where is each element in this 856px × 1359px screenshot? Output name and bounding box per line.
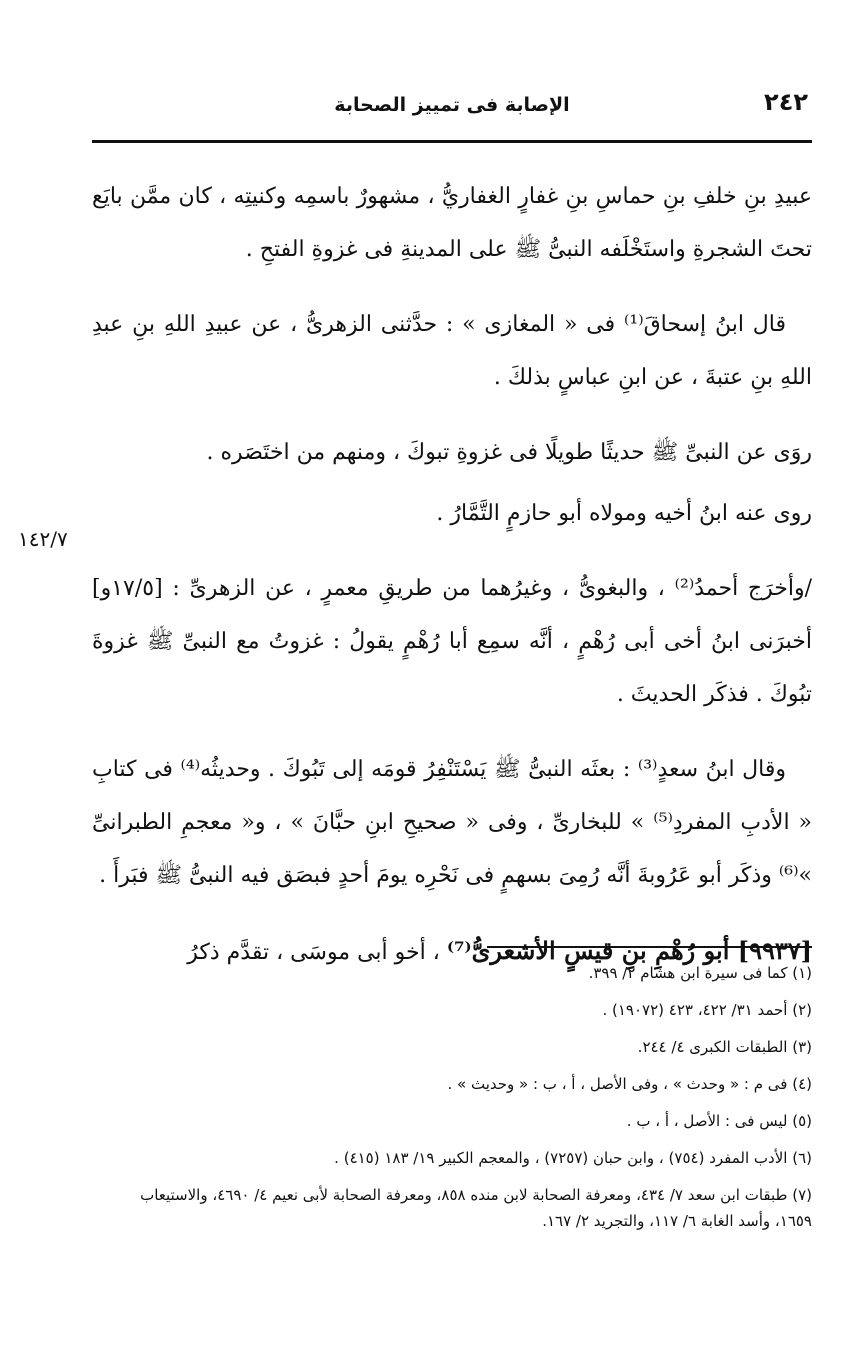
footnote: (٥) ليس فى : الأصل ، أ ، ب .: [626, 1112, 812, 1130]
footnote: (٦) الأدب المفرد (٧٥٤) ، وابن حبان (٧٢٥٧) ، والمعجم الكبير ١٩/ ١٨٣ (٤١٥) .: [334, 1149, 812, 1167]
paragraph: قال ابنُ إسحاقَ⁽¹⁾ فى « المغازى » : حدَّثنى الزهرىُّ ، عن عبيدِ اللهِ بنِ عبدِ اللهِ بنِ عتبةَ ، عن ابنِ عباسٍ بذلكَ .: [92, 312, 812, 390]
header-rule: [92, 140, 812, 143]
paragraph: روَى عن النبىِّ ﷺ حديثًا طويلًا فى غزوةِ تبوكَ ، ومنهم من اختَصَره .: [206, 440, 812, 465]
margin-reference: ١٤٢/٧: [18, 527, 68, 551]
footnote: (١) كما فى سيرة ابن هشام ٢/ ٣٩٩.: [588, 964, 812, 982]
paragraph: عبيدِ بنِ خلفِ بنِ حماسِ بنِ غفارٍ الغفاريُّ ، مشهورٌ باسمِه وكنيتِه ، كان ممَّن بايَع تحتَ الشجرةِ واستَخْلَفه النبىُّ ﷺ على المدينةِ فى غزوةِ الفتحِ .: [92, 184, 812, 262]
footnotes: [100, 960, 812, 1245]
paragraph: /وأخرَج أحمدُ⁽²⁾ ، والبغوىُّ ، وغيرُهما من طريقِ معمرٍ ، عن الزهرىِّ : [١٧/٥و] أخبرَنى ابنُ أخى أبى رُهْمٍ ، أنَّه سمِع أبا رُهْمٍ يقولُ : غزوتُ مع النبىِّ ﷺ غزوةَ تبُوكَ . فذكَر الحديثَ .: [92, 576, 812, 707]
footnote: (٢) أحمد ٣١/ ٤٢٢، ٤٢٣ (١٩٠٧٢) .: [602, 1001, 812, 1019]
footnote: (٤) فى م : « وحدث » ، وفى الأصل ، أ ، ب : « وحديث » .: [447, 1075, 812, 1093]
footnote-rule: [487, 946, 812, 948]
running-title: الإصابة فى تمييز الصحابة: [334, 94, 570, 116]
entry-heading: [٩٩٣٧] أبو رُهْمِ بنِ قيسٍ الأشعرىُّ⁽⁷⁾: [446, 936, 812, 965]
page-number: ٢٤٢: [764, 88, 808, 116]
page-header: [92, 82, 812, 142]
paragraph: وقال ابنُ سعدٍ⁽³⁾ : بعثَه النبىُّ ﷺ يَسْتَنْفِرُ قومَه إلى تَبُوكَ . وحديثُه⁽⁴⁾ فى كتابِ « الأدبِ المفردِ⁽⁵⁾ » للبخارىِّ ، وفى « صحيحِ ابنِ حبَّانَ » ، و« معجمِ الطبرانىِّ »⁽⁶⁾ وذكَر أبو عَرُوبةَ أنَّه رُمِىَ بسهمٍ فى نَحْرِه يومَ أحدٍ فبصَق فيه النبىُّ ﷺ فبَرأَ .: [92, 757, 812, 888]
footnote: (٧) طبقات ابن سعد ٧/ ٤٣٤، ومعرفة الصحابة لابن منده ٨٥٨، ومعرفة الصحابة لأبى نعيم ٤/ ٤٦٩٠، والاستيعاب ١٦٥٩، وأسد الغابة ٦/ ١١٧، والتجريد ٢/ ١٦٧.: [140, 1186, 812, 1230]
entry-continuation: ، أخو أبى موسَى ، تقدَّم ذكرُ: [187, 940, 447, 965]
main-text: [92, 170, 812, 1001]
paragraph: روى عنه ابنُ أخيه ومولاه أبو حازمٍ التَّمَّارُ .: [436, 501, 812, 526]
footnote: (٣) الطبقات الكبرى ٤/ ٢٤٤.: [637, 1038, 812, 1056]
